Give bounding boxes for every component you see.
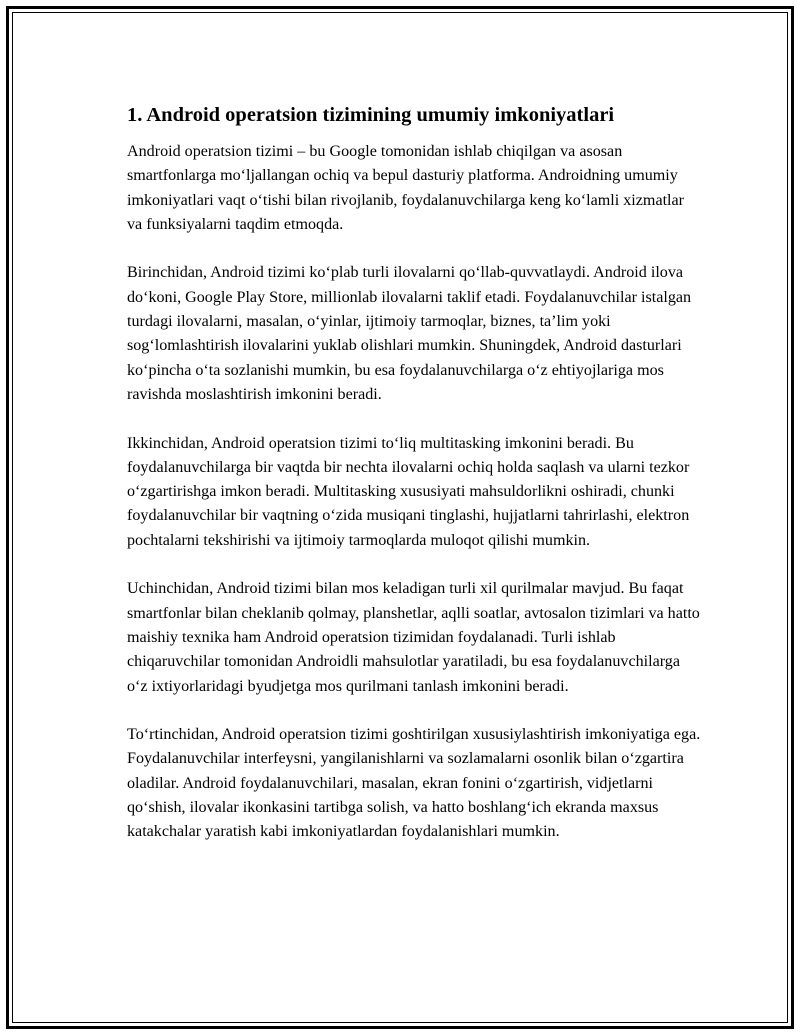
document-body: [127, 101, 701, 845]
section-heading: 1. Android operatsion tizimining umumiy imkoniyatlari: [127, 104, 615, 126]
paragraph-fourth: To‘rtinchidan, Android operatsion tizimi goshtirilgan xususiylashtirish imkoniyatiga ega. Foydalanuvchilar interfeysni, yangilanishlarni va sozlamalarni osonlik bilan o‘zgartira oladilar. Android foydalanuvchilari, masalan, ekran fonini o‘zgartirish, vidjetlarni qo‘shish, ilovalar ikonkasini tartibga solish, va hatto boshlang‘ich ekranda maxsus katakchalar yaratish kabi imkoniyatlardan foydalanishlari mumkin.: [127, 726, 701, 841]
page-frame: [6, 6, 794, 1029]
paragraph-second: Ikkinchidan, Android operatsion tizimi to‘liq multitasking imkonini beradi. Bu foydalanuvchilarga bir vaqtda bir nechta ilovalarni ochiq holda saqlash va ularni tezkor o‘zgartirishga imkon beradi. Multitasking xususiyati mahsuldorlikni oshiradi, chunki foydalanuvchilar bir vaqtning o‘zida musiqani tinglashi, hujjatlarni tahrirlashi, elektron pochtalarni tekshirishi va ijtimoiy tarmoqlarda muloqot qilishi mumkin.: [127, 434, 690, 549]
paragraph-third: Uchinchidan, Android tizimi bilan mos keladigan turli xil qurilmalar mavjud. Bu faqat smartfonlar bilan cheklanib qolmay, planshetlar, aqlli soatlar, avtosalon tizimlari va hatto maishiy texnika ham Android operatsion tizimidan foydalanadi. Turli ishlab chiqaruvchilar tomonidan Androidli mahsulotlar yaratiladi, bu esa foydalanuvchilarga o‘z ixtiyorlaridagi byudjetga mos qurilmani tanlash imkonini beradi.: [127, 580, 700, 695]
paragraph-intro: Android operatsion tizimi – bu Google tomonidan ishlab chiqilgan va asosan smartfonlarga mo‘ljallangan ochiq va bepul dasturiy platforma. Androidning umumiy imkoniyatlari vaqt o‘tishi bilan rivojlanib, foydalanuvchilarga keng ko‘lamli xizmatlar va funksiyalarni taqdim etmoqda.: [127, 143, 685, 233]
paragraph-first: Birinchidan, Android tizimi ko‘plab turli ilovalarni qo‘llab-quvvatlaydi. Android ilova do‘koni, Google Play Store, millionlab ilovalarni taklif etadi. Foydalanuvchilar istalgan turdagi ilovalarni, masalan, o‘yinlar, ijtimoiy tarmoqlar, biznes, ta’lim yoki sog‘lomlashtirish ilovalarini yuklab olishlari mumkin. Shuningdek, Android dasturlari ko‘pincha o‘ta sozlanishi mumkin, bu esa foydalanuvchilarga o‘z ehtiyojlariga mos ravishda moslashtirish imkonini beradi.: [127, 264, 692, 403]
